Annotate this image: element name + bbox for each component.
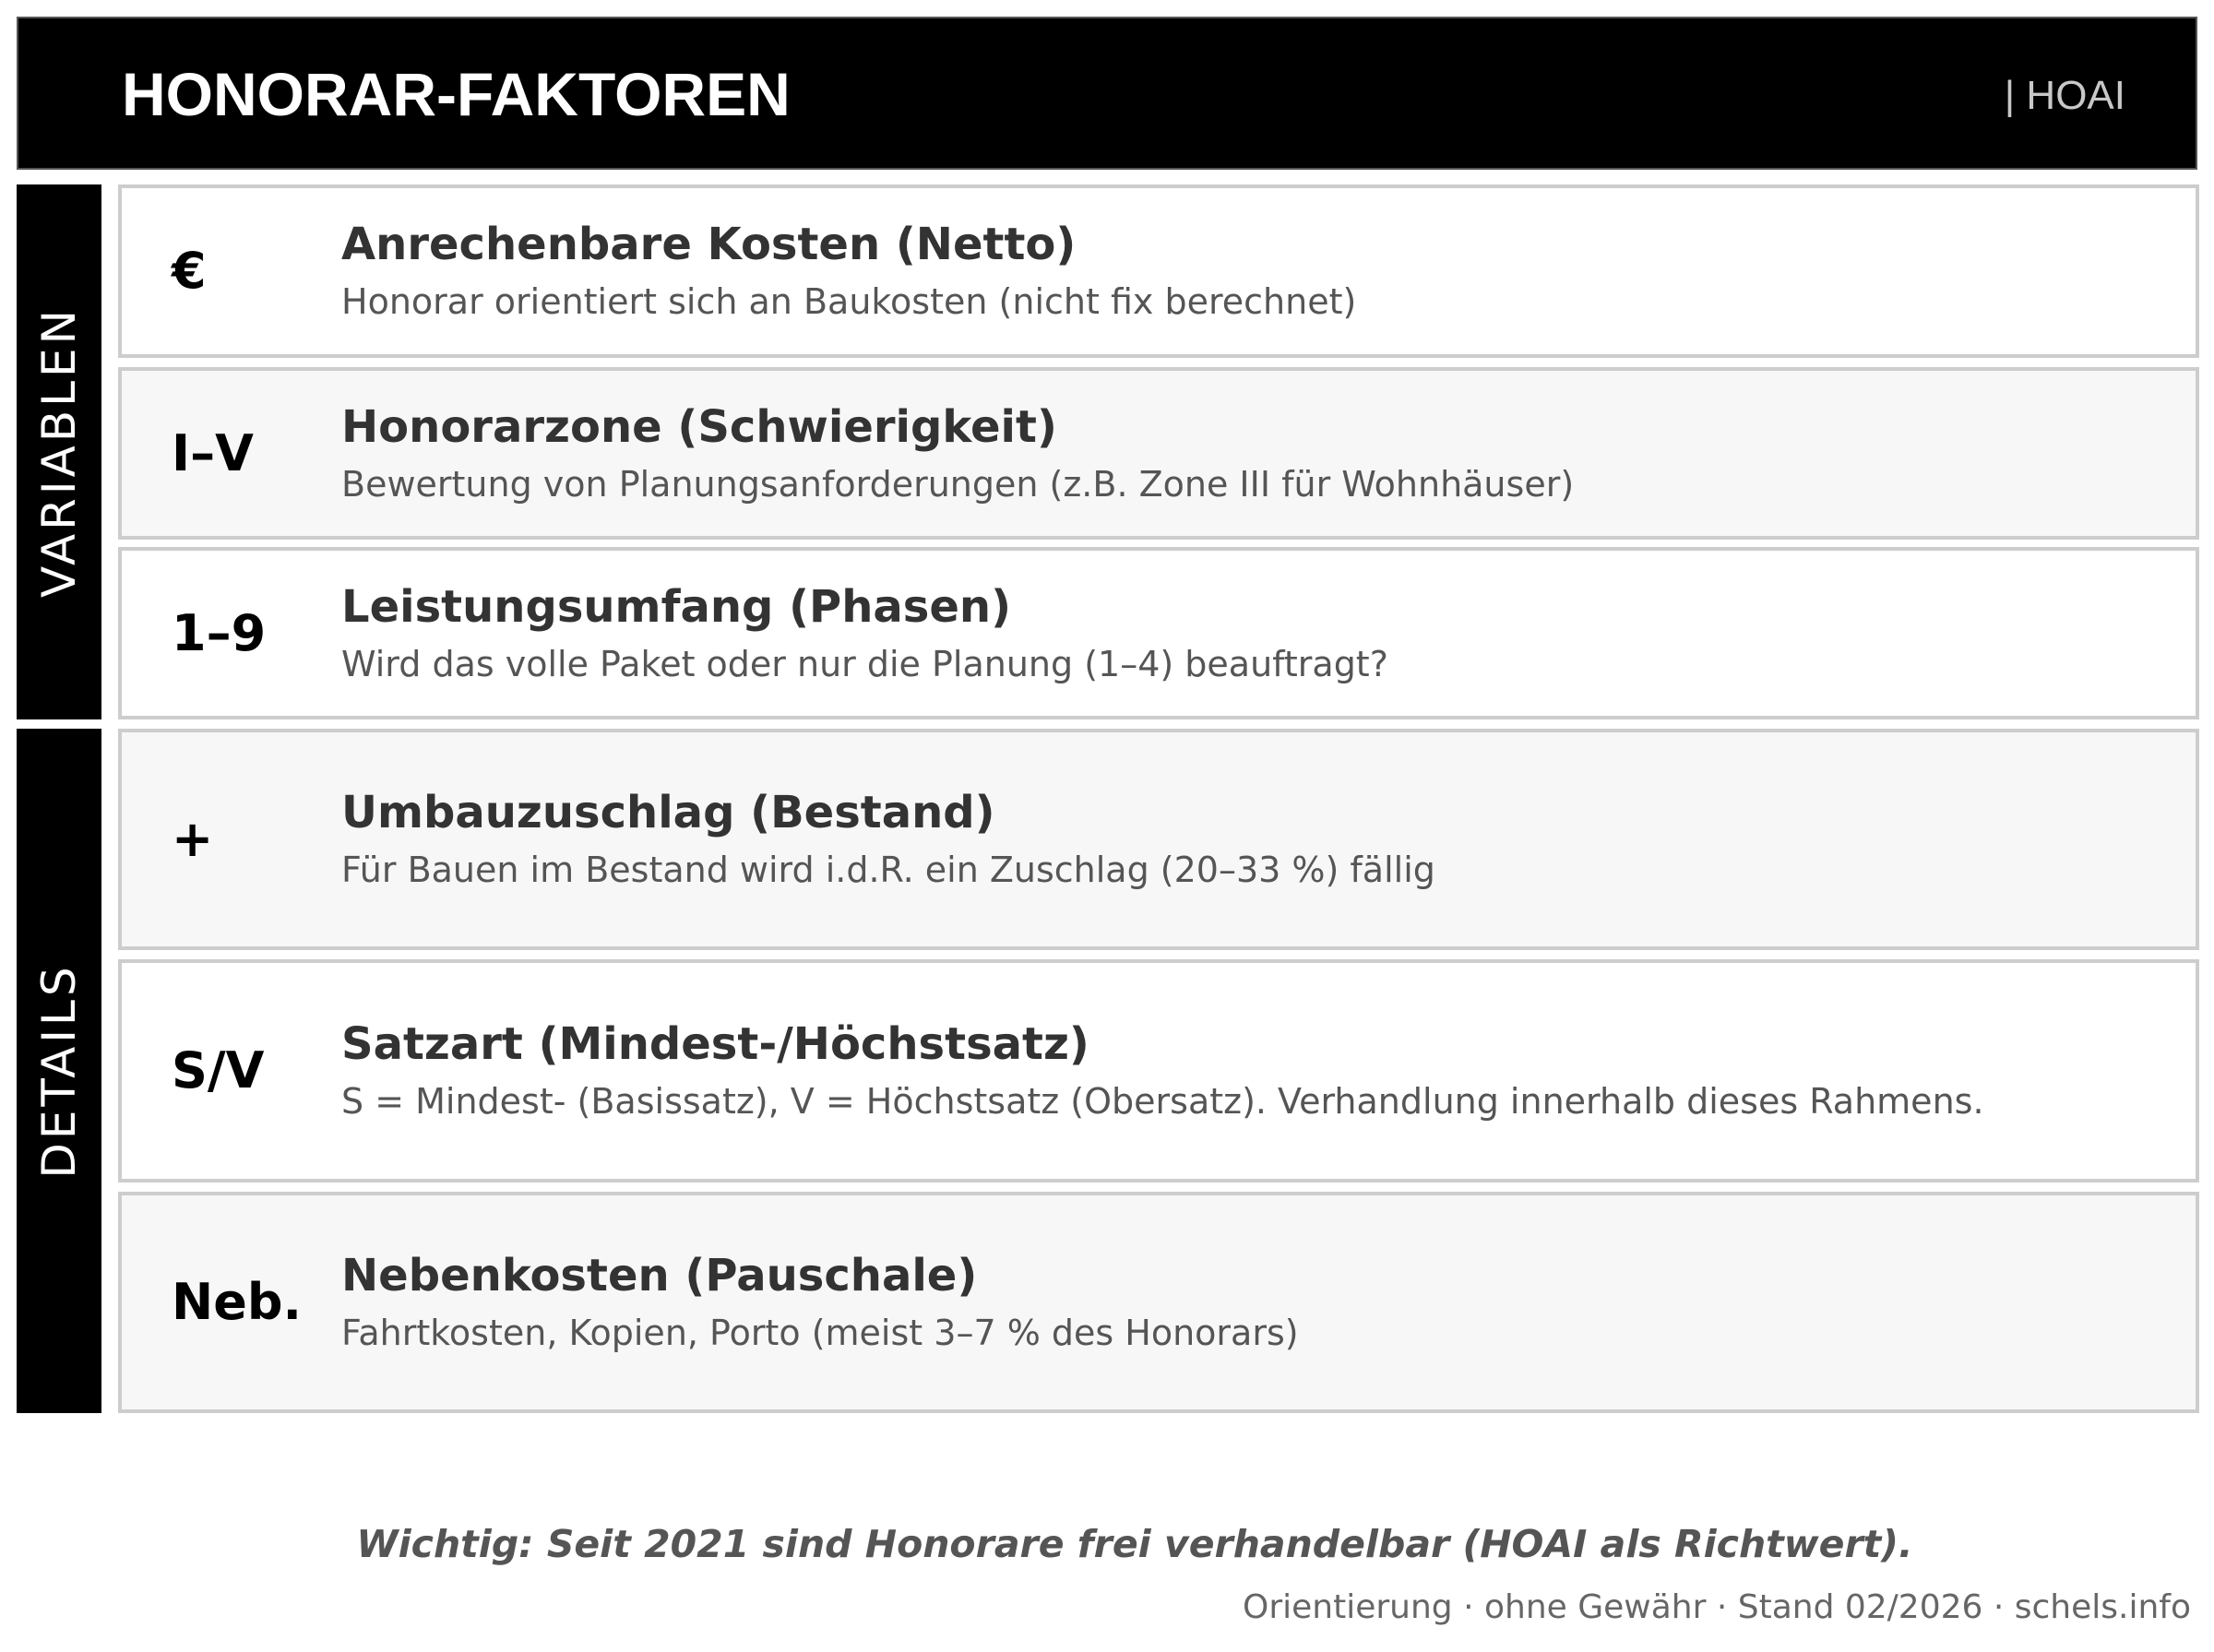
phase-range-icon: 1–9 (172, 603, 267, 662)
row-text (341, 215, 1356, 327)
row-text (341, 398, 1574, 510)
row-title: Anrechenbare Kosten (Netto) (341, 219, 1077, 270)
zone-range-icon: I–V (172, 423, 254, 482)
row-title: Nebenkosten (Pauschale) (341, 1250, 978, 1301)
plus-icon: + (172, 810, 214, 868)
factor-row-nebenkosten (118, 1192, 2199, 1413)
row-title: Honorarzone (Schwierigkeit) (341, 400, 1057, 453)
euro-icon: € (172, 242, 207, 300)
factor-row-leistungsumfang (118, 547, 2199, 719)
header-banner (17, 17, 2197, 170)
rate-type-icon: S/V (172, 1041, 265, 1099)
important-note: Wichtig: Seit 2021 sind Honorare frei verhandelbar (HOAI als Richtwert). (356, 1522, 1913, 1566)
row-subtitle: Bewertung von Planungsanforderungen (z.B. Zone III für Wohnhäuser) (341, 463, 1575, 505)
row-subtitle: Honorar orientiert sich an Baukosten (nicht fix berechnet) (341, 281, 1357, 322)
extra-costs-icon: Neb. (172, 1273, 302, 1331)
factor-row-honorarzone (118, 367, 2199, 540)
section-label-details: DETAILS (32, 963, 86, 1179)
section-label-variablen: VARIABLEN (32, 305, 86, 599)
factor-row-anrechenbare-kosten (118, 184, 2199, 358)
row-subtitle: Wird das volle Paket oder nur die Planung (1–4) beauftragt? (341, 643, 1388, 684)
row-text (341, 1015, 1984, 1127)
row-title: Satzart (Mindest-/Höchstsatz) (341, 1018, 1089, 1070)
row-subtitle: S = Mindest- (Basissatz), V = Höchstsatz (Obersatz). Verhandlung innerhalb dieses Rahmens. (341, 1081, 1984, 1122)
section-bar-details (17, 729, 101, 1413)
row-title: Umbauzuschlag (Bestand) (341, 787, 995, 838)
page-title: HONORAR-FAKTOREN (122, 60, 791, 128)
row-text (341, 783, 1435, 896)
footer-credit: Orientierung · ohne Gewähr · Stand 02/2026 · schels.info (1243, 1588, 2191, 1626)
factor-row-satzart (118, 959, 2199, 1183)
factor-row-umbauzuschlag (118, 729, 2199, 950)
row-text (341, 1246, 1299, 1359)
row-subtitle: Fahrtkosten, Kopien, Porto (meist 3–7 % des Honorars) (341, 1313, 1299, 1353)
row-text (341, 577, 1388, 690)
header-tag: | HOAI (2004, 73, 2125, 118)
section-bar-variablen (17, 184, 101, 719)
row-subtitle: Für Bauen im Bestand wird i.d.R. ein Zuschlag (20–33 %) fällig (341, 850, 1435, 890)
row-title: Leistungsumfang (Phasen) (341, 580, 1011, 633)
